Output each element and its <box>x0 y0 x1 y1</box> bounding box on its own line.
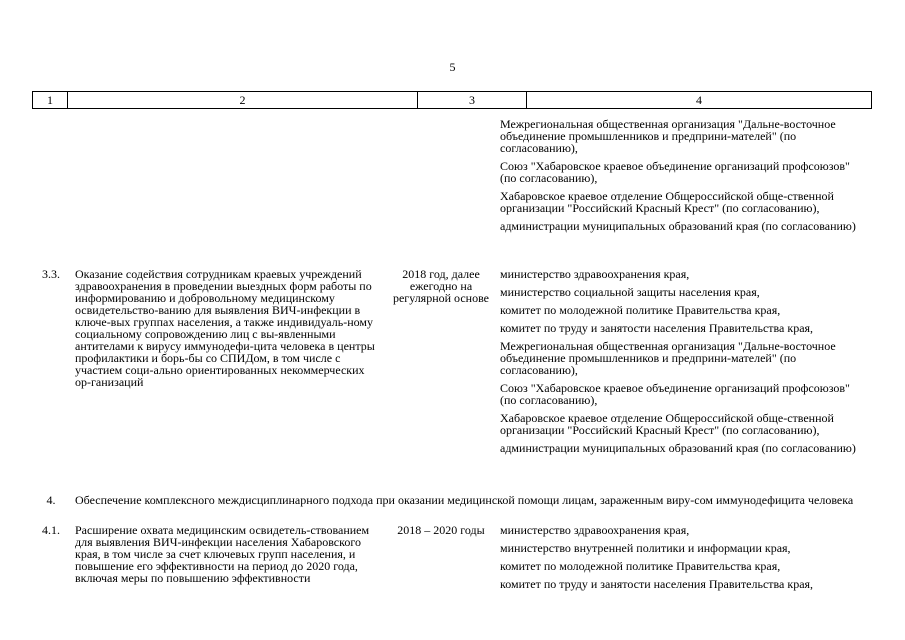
responsible-item: министерство внутренней политики и информации края, <box>500 541 791 555</box>
responsible-item: комитет по труду и занятости населения Правительства края, <box>500 321 814 335</box>
responsible-item: Хабаровское краевое отделение Общероссийской обще-ственной организации "Российский Красный Крест" (по согласованию), <box>500 189 834 215</box>
row-4-1-responsible <box>500 524 868 596</box>
responsible-item: министерство социальной защиты населения края, <box>500 285 760 299</box>
responsible-item: комитет по молодежной политике Правительства края, <box>500 303 781 317</box>
section-4-title: Обеспечение комплексного междисциплинарного подхода при оказании медицинской помощи лицам, зараженным виру-сом иммунодефицита человека <box>75 493 854 507</box>
row-3-3-term: 2018 год, далее ежегодно на регулярной основе <box>392 267 490 305</box>
responsible-item: администрации муниципальных образований края (по согласованию) <box>500 219 856 233</box>
responsible-item: комитет по труду и занятости населения Правительства края, <box>500 577 814 591</box>
header-col-3: 3 <box>418 92 527 108</box>
responsible-item: Межрегиональная общественная организация "Дальне-восточное объединение промышленников и предприни-мателей" (по согласованию), <box>500 339 836 377</box>
header-col-4: 4 <box>696 93 702 107</box>
row-4-1-description: Расширение охвата медицинским освидетель-ствованием для выявления ВИЧ-инфекции населения Хабаровского края, в том числе за счет ключевых групп населения, и повышение его эффективности на период до 2020 года, включая меры по повышению эффективности <box>75 523 370 585</box>
header-col-2: 2 <box>68 92 418 108</box>
responsible-item: Межрегиональная общественная организация "Дальне-восточное объединение промышленников и предприни-мателей" (по согласованию), <box>500 117 836 155</box>
responsible-item: комитет по молодежной политике Правительства края, <box>500 559 781 573</box>
responsible-item: Союз "Хабаровское краевое объединение организаций профсоюзов" (по согласованию), <box>500 159 850 185</box>
row-3-3-number: 3.3. <box>42 267 60 281</box>
section-4-number: 4. <box>46 493 56 507</box>
header-col-1: 1 <box>33 92 68 108</box>
row-4-1-number: 4.1. <box>42 523 60 537</box>
responsible-item: Союз "Хабаровское краевое объединение организаций профсоюзов" (по согласованию), <box>500 381 850 407</box>
row-4-1-term: 2018 – 2020 годы <box>397 523 485 537</box>
responsible-item: министерство здравоохранения края, <box>500 523 690 537</box>
continuation-responsible <box>500 118 868 238</box>
page-number: 5 <box>449 60 456 74</box>
responsible-item: администрации муниципальных образований края (по согласованию) <box>500 441 856 455</box>
responsible-item: министерство здравоохранения края, <box>500 267 690 281</box>
responsible-item: Хабаровское краевое отделение Общероссийской обще-ственной организации "Российский Красный Крест" (по согласованию), <box>500 411 834 437</box>
table-header <box>32 91 872 109</box>
row-3-3-description: Оказание содействия сотрудникам краевых учреждений здравоохранения в проведении выездных форм работы по информированию и добровольному медицинскому освидетельство-ванию для выявления ВИЧ-инфекции в ключе-вых группах населения, а также индивидуаль-ному социальному сопровождению лиц с вы-явленными антителами к вирусу иммунодефи-цита человека в центры профилактики и борь-бы со СПИДом, в том числе с участием соци-ально ориентированных некоммерческих ор-ганизаций <box>75 267 375 389</box>
row-3-3-responsible <box>500 268 868 460</box>
